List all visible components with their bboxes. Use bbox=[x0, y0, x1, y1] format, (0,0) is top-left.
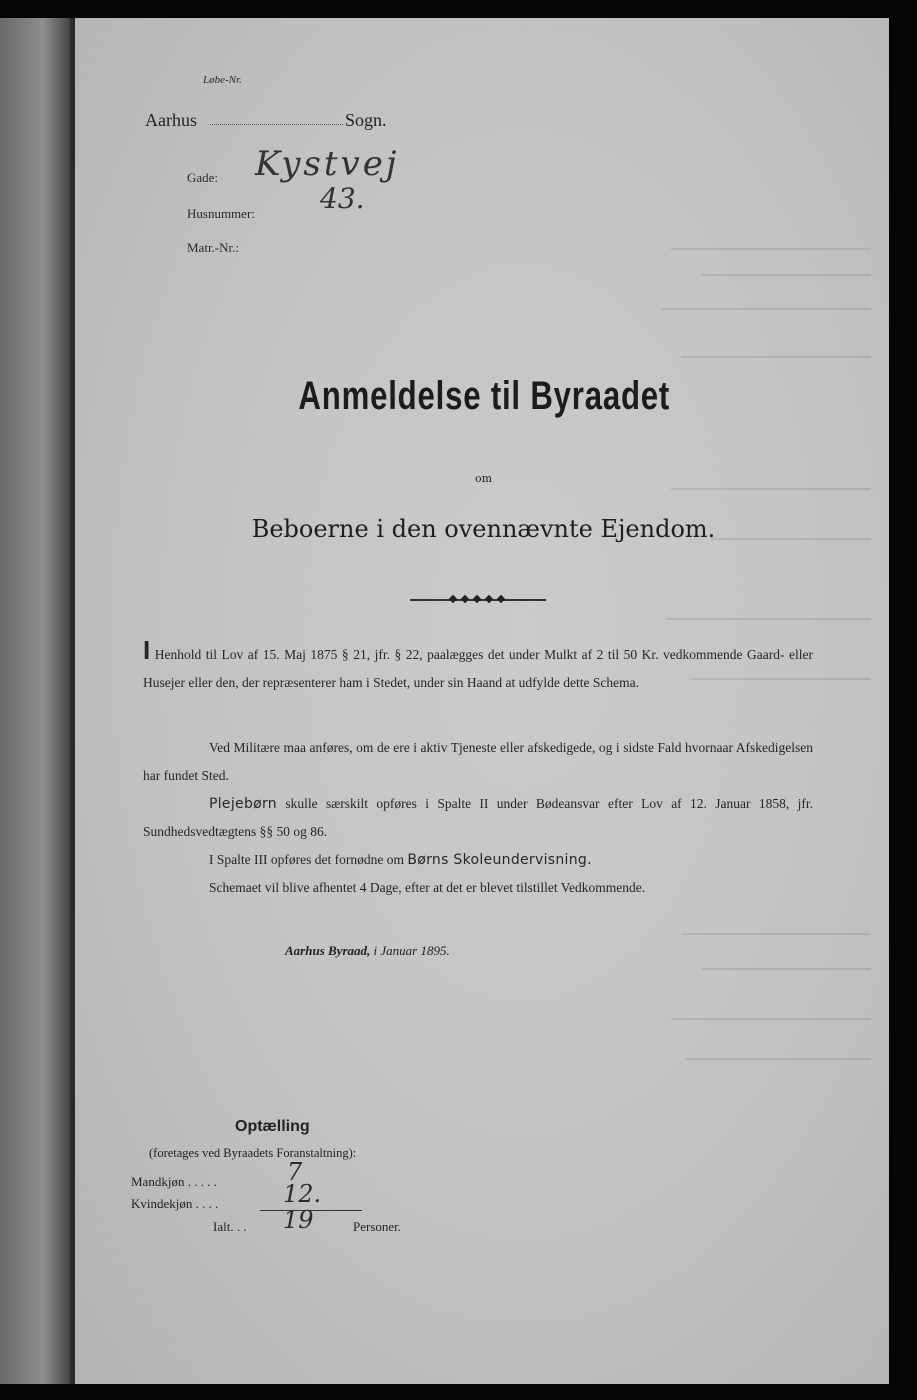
ornament-divider bbox=[410, 599, 546, 601]
schooling-text: I Spalte III opføres det fornødne om bbox=[209, 852, 404, 867]
foster-children-term: Plejebørn bbox=[209, 796, 277, 812]
paragraph-military: Ved Militære maa anføres, om de ere i aktiv Tjeneste eller afskedigede, og i sidste Fald hvornaar Afskedigelsen har fundet Sted. bbox=[143, 740, 813, 783]
paragraph-collection: Schemaet vil blive afhentet 4 Dage, efter at det er blevet tilstillet Vedkommende. bbox=[209, 880, 646, 895]
house-number-label: Husnummer: bbox=[187, 206, 255, 221]
paragraph-law-text: Henhold til Lov af 15. Maj 1875 § 21, jfr. § 22, paalægges det under Mulkt af 2 til 50 Kr. vedkommende Gaard- eller Husejer eller den, der repræsenterer ham i Stedet, under sin Haand at udfylde dette Schema. bbox=[143, 647, 813, 690]
male-label: Mandkjøn . . . . . bbox=[131, 1174, 217, 1189]
count-heading: Optælling bbox=[235, 1118, 310, 1135]
scan-border-bottom bbox=[0, 1384, 917, 1400]
parish-field bbox=[210, 124, 343, 125]
female-label: Kvindekjøn . . . . bbox=[131, 1196, 219, 1211]
form-page bbox=[72, 18, 889, 1384]
signature-place: Aarhus Byraad, bbox=[285, 943, 371, 958]
male-value: 7 bbox=[287, 1158, 303, 1186]
title-connector: om bbox=[474, 472, 493, 485]
signature-date: i Januar 1895. bbox=[373, 943, 450, 958]
page-subtitle: Beboerne i den ovennævnte Ejendom. bbox=[251, 515, 716, 543]
foster-children-text: skulle særskilt opføres i Spalte II under Bødeansvar efter Lov af 12. Januar 1858, jfr. Sundhedsvedtægtens §§ 50 og 86. bbox=[143, 796, 814, 839]
lobe-nr-label: Løbe-Nr. bbox=[203, 74, 242, 86]
female-value: 12. bbox=[283, 1180, 322, 1208]
total-label: Ialt. . . bbox=[213, 1219, 247, 1234]
page-title: Anmeldelse til Byraadet bbox=[298, 374, 671, 418]
street-label: Gade: bbox=[187, 170, 219, 185]
paragraph-law bbox=[143, 635, 813, 697]
drop-cap: I bbox=[143, 635, 151, 665]
previous-page-edge bbox=[0, 18, 72, 1384]
street-value: Kystvej bbox=[255, 144, 400, 184]
bleed-through-text bbox=[649, 18, 889, 1384]
city-label: Aarhus bbox=[145, 110, 197, 130]
scan-border-top bbox=[0, 0, 917, 18]
paragraph-foster-children bbox=[143, 790, 813, 846]
house-number-value: 43. bbox=[320, 182, 365, 215]
count-note: (foretages ved Byraadets Foranstaltning): bbox=[149, 1146, 357, 1160]
schooling-term: Børns Skoleundervisning. bbox=[407, 852, 592, 868]
total-value: 19 bbox=[283, 1206, 314, 1234]
parish-label: Sogn. bbox=[345, 110, 387, 130]
scan-border-right bbox=[889, 0, 917, 1400]
persons-label: Personer. bbox=[353, 1219, 402, 1234]
paragraph-schooling bbox=[143, 846, 813, 874]
signature-line bbox=[285, 943, 450, 959]
matr-label: Matr.-Nr.: bbox=[187, 240, 239, 255]
